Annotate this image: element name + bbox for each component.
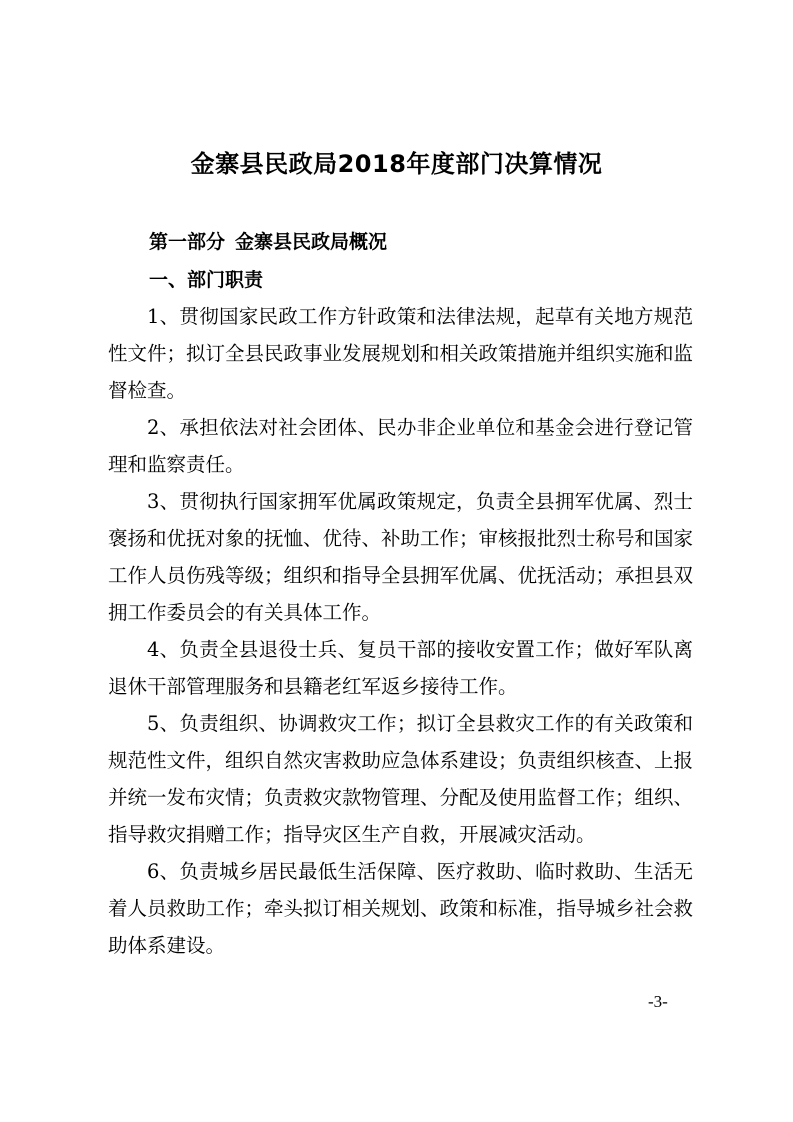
part-title: 金寨县民政局概况 <box>235 231 388 253</box>
paragraph-1: 1、贯彻国家民政工作方针政策和法律法规，起草有关地方规范性文件；拟订全县民政事业发展规划和相关政策措施并组织实施和监督检查。 <box>108 305 694 402</box>
document-title: 金寨县民政局2018年度部门决算情况 <box>190 150 603 178</box>
paragraph-3: 3、贯彻执行国家拥军优属政策规定，负责全县拥军优属、烈士褒扬和优抚对象的抚恤、优待、补助工作；审核报批烈士称号和国家工作人员伤残等级；组织和指导全县拥军优属、优抚活动；承担县双拥工作委员会的有关具体工作。 <box>108 490 694 624</box>
page-number: -3- <box>648 992 668 1011</box>
paragraph-4: 4、负责全县退役士兵、复员干部的接收安置工作；做好军队离退休干部管理服务和县籍老红军返乡接待工作。 <box>108 638 693 698</box>
paragraph-2: 2、承担依法对社会团体、民办非企业单位和基金会进行登记管理和监察责任。 <box>108 416 693 476</box>
section-heading: 一、部门职责 <box>149 269 264 291</box>
paragraph-6: 6、负责城乡居民最低生活保障、医疗救助、临时救助、生活无着人员救助工作；牵头拟订相关规划、政策和标准，指导城乡社会救助体系建设。 <box>108 860 694 957</box>
paragraph-5: 5、负责组织、协调救灾工作；拟订全县救灾工作的有关政策和规范性文件，组织自然灾害救助应急体系建设；负责组织核查、上报并统一发布灾情；负责救灾款物管理、分配及使用监督工作；组织、指导救灾捐赠工作；指导灾区生产自救，开展减灾活动。 <box>108 712 694 846</box>
part-label: 第一部分 <box>149 231 226 253</box>
body-text <box>108 298 693 964</box>
part-heading <box>149 229 387 255</box>
